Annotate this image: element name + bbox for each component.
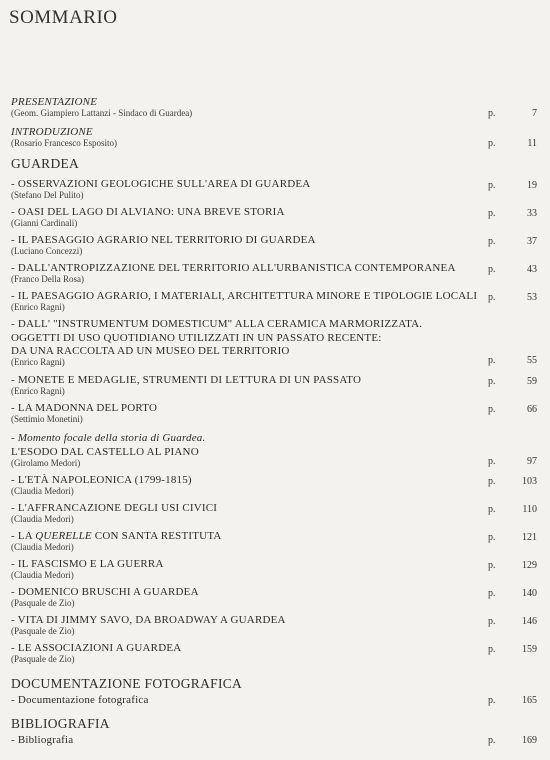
entry-title: INTRODUZIONE	[11, 126, 93, 138]
page-label: p.	[488, 264, 496, 275]
page-label: p.	[488, 588, 496, 599]
page-label: p.	[488, 180, 496, 191]
page-number: 66	[527, 404, 537, 415]
page-label: p.	[488, 476, 496, 487]
page-label: p.	[488, 108, 496, 120]
entry-title-line: - L'AFFRANCAZIONE DEGLI USI CIVICI	[11, 502, 218, 514]
page-label: p.	[488, 208, 496, 219]
page-number: 97	[527, 455, 537, 467]
page-number: 7	[532, 108, 537, 120]
page-label: p.	[488, 376, 496, 387]
entry-title-line: - Momento focale della storia di Guardea.	[11, 432, 206, 444]
page-number: 159	[522, 644, 537, 655]
entry-title-line: - DOMENICO BRUSCHI A GUARDEA	[11, 586, 199, 598]
entry-author: (Claudia Medori)	[11, 514, 74, 525]
entry-author: (Franco Della Rosa)	[11, 274, 84, 285]
entry-author: (Enrico Ragni)	[11, 357, 65, 368]
page-number: 43	[527, 264, 537, 275]
entry-title-line: - OASI DEL LAGO DI ALVIANO: UNA BREVE STORIA	[11, 206, 285, 218]
entry-author: (Geom. Giampiero Lattanzi - Sindaco di Guardea)	[11, 108, 193, 119]
page-number: 103	[522, 476, 537, 487]
entry-author: (Claudia Medori)	[11, 542, 74, 553]
entry-title-line: - VITA DI JIMMY SAVO, DA BROADWAY A GUARDEA	[11, 614, 286, 626]
page-label: p.	[488, 616, 496, 627]
entry-author: (Rosario Francesco Esposito)	[11, 138, 117, 149]
page-label: p.	[488, 138, 496, 150]
page-label: p.	[488, 560, 496, 571]
page-number: 121	[522, 532, 537, 543]
entry-title: PRESENTAZIONE	[11, 96, 98, 108]
section-heading-documentazione: DOCUMENTAZIONE FOTOGRAFICA	[11, 676, 243, 691]
page-number: 165	[522, 695, 537, 706]
page-number: 53	[527, 292, 537, 303]
page-label: p.	[488, 532, 496, 543]
entry-title-line: - Documentazione fotografica	[11, 694, 149, 706]
page-number: 37	[527, 236, 537, 247]
entry-title-line: - OSSERVAZIONI GEOLOGICHE SULL'AREA DI GUARDEA	[11, 178, 311, 190]
entry-title-line: - IL PAESAGGIO AGRARIO NEL TERRITORIO DI GUARDEA	[11, 234, 316, 246]
entry-title-line: - LA MADONNA DEL PORTO	[11, 402, 158, 414]
entry-author: (Pasquale de Zio)	[11, 598, 75, 609]
entry-author: (Gianni Cardinali)	[11, 218, 78, 229]
entry-title-line: - MONETE E MEDAGLIE, STRUMENTI DI LETTURA DI UN PASSATO	[11, 374, 362, 386]
page-label: p.	[488, 644, 496, 655]
entry-author: (Luciano Concezzi)	[11, 246, 83, 257]
page-number: 110	[522, 504, 537, 515]
page-label: p.	[488, 695, 496, 706]
entry-title-line: - IL PAESAGGIO AGRARIO, I MATERIALI, ARCHITETTURA MINORE E TIPOLOGIE LOCALI	[11, 290, 478, 302]
entry-author: (Enrico Ragni)	[11, 386, 65, 397]
entry-title-line: DA UNA RACCOLTA AD UN MUSEO DEL TERRITORIO	[11, 345, 290, 358]
page-number: 129	[522, 560, 537, 571]
entry-author: (Girolamo Medori)	[11, 457, 81, 468]
page-number: 140	[522, 588, 537, 599]
entry-title-line: - Bibliografia	[11, 734, 74, 746]
entry-title-line: - DALL'ANTROPIZZAZIONE DEL TERRITORIO ALL'URBANISTICA CONTEMPORANEA	[11, 262, 456, 274]
entry-title-line: OGGETTI DI USO QUOTIDIANO UTILIZZATI IN UN PASSATO RECENTE:	[11, 331, 382, 344]
entry-author: (Stefano Del Pulito)	[11, 190, 84, 201]
section-heading-bibliografia: BIBLIOGRAFIA	[11, 716, 110, 731]
entry-title-line: L'ESODO DAL CASTELLO AL PIANO	[11, 445, 199, 458]
page-number: 146	[522, 616, 537, 627]
page-number: 55	[527, 355, 537, 367]
entry-title-line: - LA QUERELLE CON SANTA RESTITUTA	[11, 530, 222, 542]
entry-author: (Settimio Monetini)	[11, 414, 83, 425]
entry-author: (Pasquale de Zio)	[11, 626, 75, 637]
page-label: p.	[488, 504, 496, 515]
page-label: p.	[488, 236, 496, 247]
page-label: p.	[488, 455, 496, 467]
italic-word: QUERELLE	[35, 530, 92, 542]
entry-author: (Enrico Ragni)	[11, 302, 65, 313]
page-label: p.	[488, 355, 496, 367]
page-title: SOMMARIO	[9, 7, 118, 28]
page-number: 169	[522, 735, 537, 746]
entry-title-line: - DALL' "INSTRUMENTUM DOMESTICUM" ALLA CERAMICA MARMORIZZATA.	[11, 318, 423, 330]
page-label: p.	[488, 735, 496, 746]
entry-title-line: - LE ASSOCIAZIONI A GUARDEA	[11, 642, 182, 654]
page-number: 11	[527, 138, 537, 150]
section-heading-guardea: GUARDEA	[11, 156, 80, 171]
entry-title-line: - IL FASCISMO E LA GUERRA	[11, 558, 164, 570]
page-label: p.	[488, 292, 496, 303]
entry-author: (Claudia Medori)	[11, 486, 74, 497]
entry-author: (Pasquale de Zio)	[11, 654, 75, 665]
entry-author: (Claudia Medori)	[11, 570, 74, 581]
page-number: 59	[527, 376, 537, 387]
page-label: p.	[488, 404, 496, 415]
entry-title-line: - L'ETÀ NAPOLEONICA (1799-1815)	[11, 474, 192, 486]
page-number: 33	[527, 208, 537, 219]
page-number: 19	[527, 180, 537, 191]
